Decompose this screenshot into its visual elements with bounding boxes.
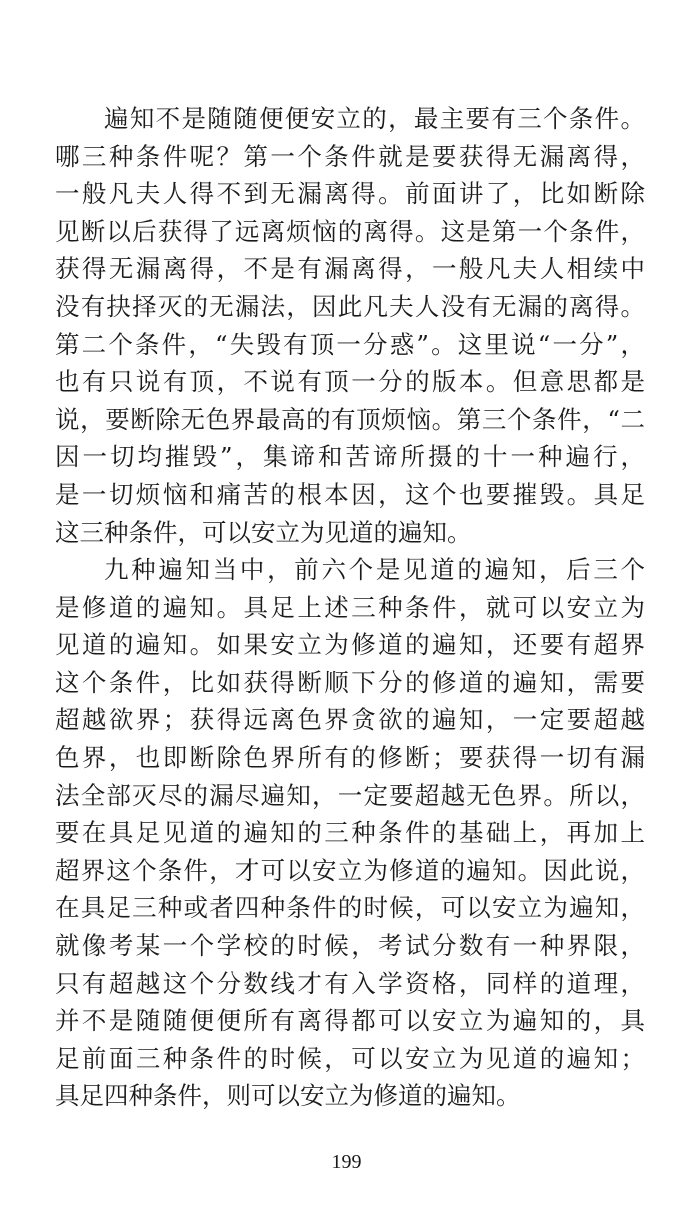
text-line: 遍知不是随随便便安立的，最主要有三个条件。 [104,104,645,133]
text-line: 要在具足见道的遍知的三种条件的基础上，再加上 [55,818,645,848]
text-line: 超界这个条件，才可以安立为修道的遍知。因此说， [55,855,645,885]
text-line: 足前面三种条件的时候，可以安立为见道的遍知； [55,1043,645,1073]
text-line: 是一切烦恼和痛苦的根本因，这个也要摧毁。具足 [55,480,645,509]
text-line: 第二个条件，“失毁有顶一分惑”。这里说“一分”， [55,329,645,359]
text-line: 获得无漏离得，不是有漏离得，一般凡夫人相续中 [55,254,645,284]
text-line: 因一切均摧毁”，集谛和苦谛所摄的十一种遍行， [55,442,645,472]
text-line: 具足四种条件，则可以安立为修道的遍知。 [55,1081,521,1111]
text-line: 一般凡夫人得不到无漏离得。前面讲了，比如断除 [55,179,645,209]
text-line: 在具足三种或者四种条件的时候，可以安立为遍知， [55,893,645,923]
page-number: 199 [331,1151,362,1173]
text-line: 这个条件，比如获得断顺下分的修道的遍知，需要 [55,667,645,697]
text-line: 是修道的遍知。具足上述三种条件，就可以安立为 [55,592,645,622]
text-line: 法全部灭尽的漏尽遍知，一定要超越无色界。所以， [55,780,645,810]
text-line: 没有抉择灭的无漏法，因此凡夫人没有无漏的离得。 [55,292,645,321]
text-line: 也有只说有顶，不说有顶一分的版本。但意思都是 [55,367,645,397]
text-line: 说，要断除无色界最高的有顶烦恼。第三个条件，“二 [55,404,645,434]
text-line: 只有超越这个分数线才有入学资格，同样的道理， [55,968,645,998]
text-line: 这三种条件，可以安立为见道的遍知。 [55,517,472,547]
text-line: 色界，也即断除色界所有的修断；要获得一切有漏 [55,743,645,772]
text-line: 超越欲界；获得远离色界贪欲的遍知，一定要超越 [55,705,645,735]
text-line: 见断以后获得了远离烦恼的离得。这是第一个条件， [55,216,645,246]
text-line: 见道的遍知。如果安立为修道的遍知，还要有超界 [55,630,645,660]
text-line: 并不是随随便便所有离得都可以安立为遍知的，具 [55,1006,645,1036]
text-line: 就像考某一个学校的时候，考试分数有一种界限， [55,931,645,960]
text-line: 哪三种条件呢？第一个条件就是要获得无漏离得， [55,141,645,171]
text-line: 九种遍知当中，前六个是见道的遍知，后三个 [104,555,645,584]
